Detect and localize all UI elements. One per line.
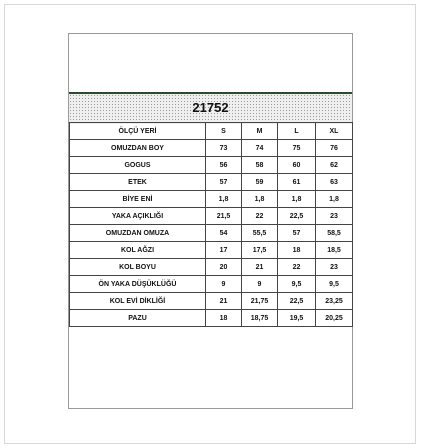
measure-name: KOL AĞZI [70,242,206,259]
value-m: 18,75 [242,310,278,327]
header-s: S [206,123,242,140]
measure-name: ETEK [70,174,206,191]
table-row [70,191,353,208]
value-xl: 23 [316,208,353,225]
value-m: 58 [242,157,278,174]
value-s: 1,8 [206,191,242,208]
value-m: 1,8 [242,191,278,208]
value-xl: 20,25 [316,310,353,327]
value-m: 17,5 [242,242,278,259]
value-l: 57 [278,225,316,242]
measure-name: BİYE ENİ [70,191,206,208]
table-row [70,140,353,157]
value-s: 17 [206,242,242,259]
table-row [70,259,353,276]
table-row [70,276,353,293]
value-xl: 1,8 [316,191,353,208]
value-m: 9 [242,276,278,293]
value-s: 9 [206,276,242,293]
table-row [70,310,353,327]
table-row [70,293,353,310]
model-number: 21752 [192,100,229,115]
value-xl: 18,5 [316,242,353,259]
header-row [70,123,353,140]
value-s: 21,5 [206,208,242,225]
value-s: 73 [206,140,242,157]
value-l: 18 [278,242,316,259]
value-s: 20 [206,259,242,276]
value-l: 60 [278,157,316,174]
value-l: 61 [278,174,316,191]
table-row [70,174,353,191]
value-s: 57 [206,174,242,191]
value-m: 22 [242,208,278,225]
measure-name: KOL BOYU [70,259,206,276]
header-measure: ÖLÇÜ YERİ [70,123,206,140]
value-l: 9,5 [278,276,316,293]
value-m: 59 [242,174,278,191]
value-xl: 63 [316,174,353,191]
value-xl: 23,25 [316,293,353,310]
measure-name: OMUZDAN OMUZA [70,225,206,242]
measure-name: GOGUS [70,157,206,174]
header-l: L [278,123,316,140]
value-s: 21 [206,293,242,310]
measure-name: PAZU [70,310,206,327]
measure-name: OMUZDAN BOY [70,140,206,157]
value-xl: 58,5 [316,225,353,242]
value-l: 22 [278,259,316,276]
value-s: 54 [206,225,242,242]
size-chart-sheet [68,33,353,409]
size-table [69,122,353,327]
value-xl: 9,5 [316,276,353,293]
value-xl: 76 [316,140,353,157]
value-l: 1,8 [278,191,316,208]
value-m: 55,5 [242,225,278,242]
value-m: 74 [242,140,278,157]
measure-name: YAKA AÇIKLIĞI [70,208,206,225]
value-l: 22,5 [278,208,316,225]
measure-name: ÖN YAKA DÜŞÜKLÜĞÜ [70,276,206,293]
table-row [70,157,353,174]
value-m: 21,75 [242,293,278,310]
header-xl: XL [316,123,353,140]
value-l: 19,5 [278,310,316,327]
header-m: M [242,123,278,140]
value-s: 18 [206,310,242,327]
value-l: 75 [278,140,316,157]
table-row [70,225,353,242]
value-s: 56 [206,157,242,174]
value-l: 22,5 [278,293,316,310]
value-xl: 23 [316,259,353,276]
table-row [70,208,353,225]
value-xl: 62 [316,157,353,174]
table-row [70,242,353,259]
title-band [69,92,352,124]
value-m: 21 [242,259,278,276]
measure-name: KOL EVİ DİKLİĞİ [70,293,206,310]
